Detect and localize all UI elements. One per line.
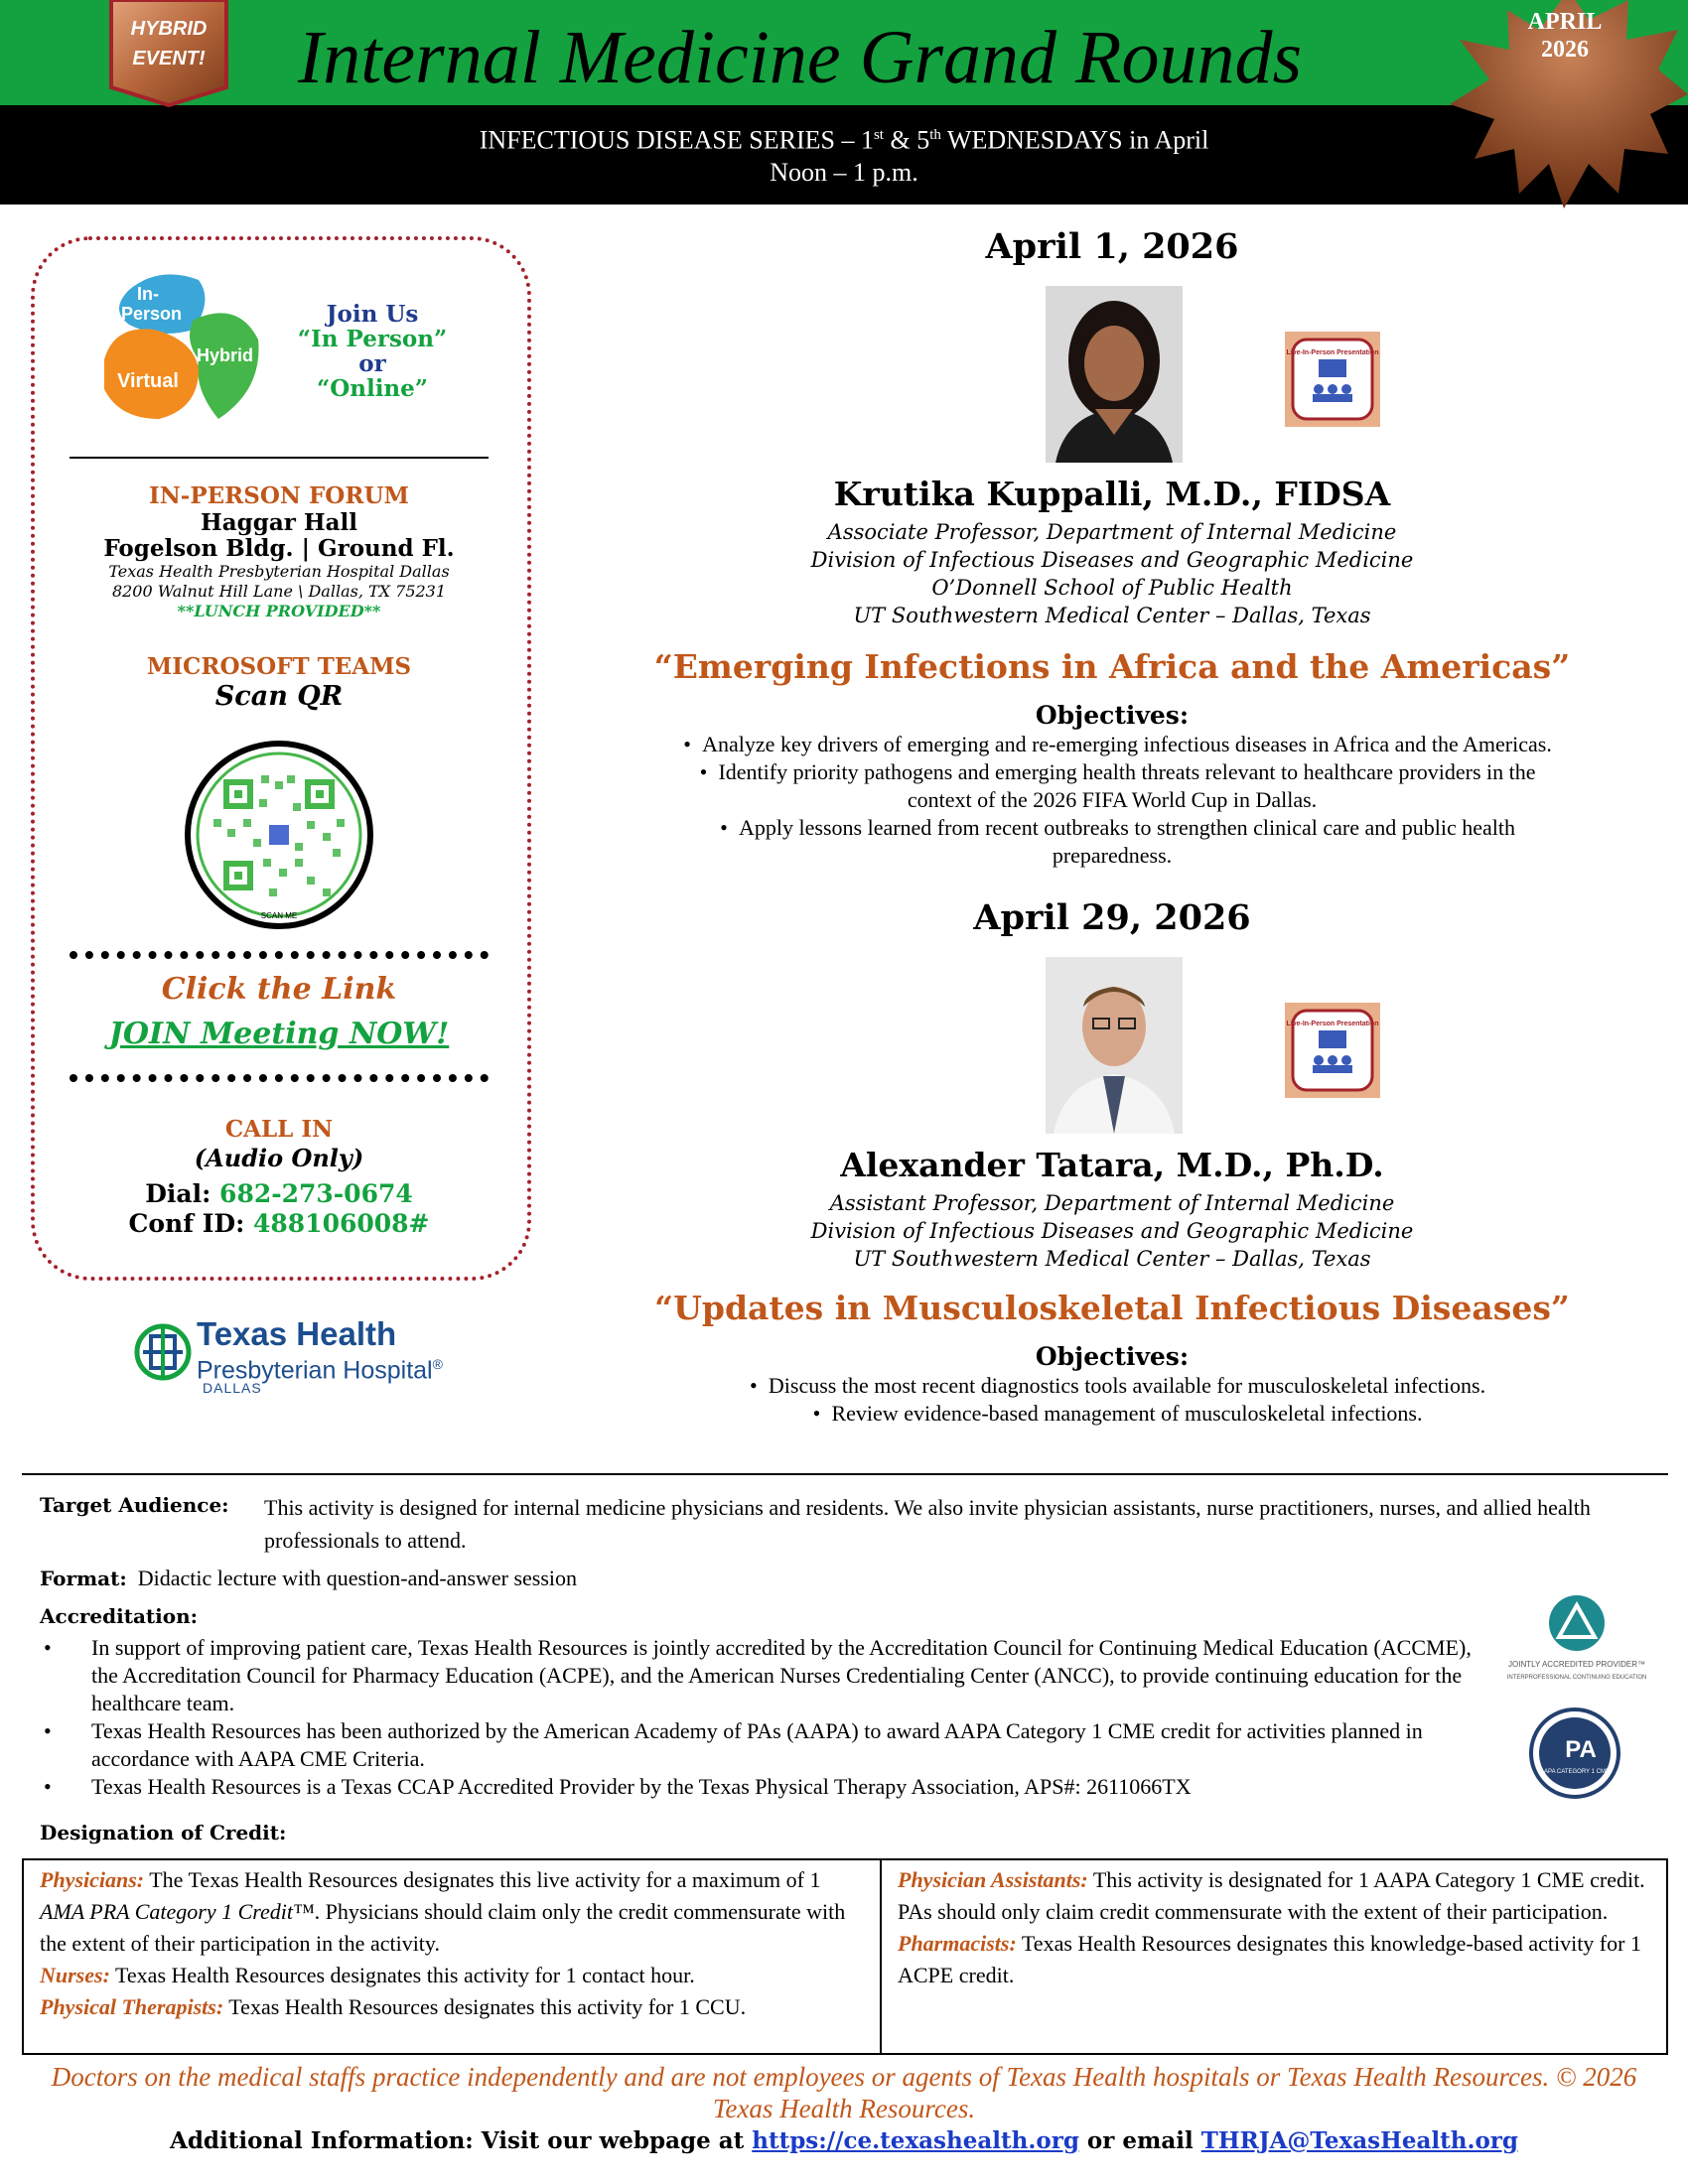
physicians-text: The Texas Health Resources designates this live activity for a maximum of 1 [144, 1867, 821, 1892]
talk2-affil-line: Division of Infectious Diseases and Geographic Medicine [810, 1219, 1414, 1243]
audio-only-label: (Audio Only) [194, 1144, 364, 1172]
talk1-live-in-person-badge [1283, 330, 1382, 429]
objective-continuation-text: preparedness. [1052, 843, 1173, 868]
qr-caption: SCAN ME [260, 911, 298, 920]
hybrid-logo-icon [99, 270, 268, 429]
dashed-divider-top [70, 951, 489, 959]
objective-continuation [556, 842, 1668, 870]
forum-heading: IN-PERSON FORUM [149, 482, 409, 509]
call-in-heading: CALL IN [224, 1116, 334, 1143]
physicians-label: Physicians: [40, 1867, 145, 1892]
forum-hospital: Texas Health Presbyterian Hospital Dallas [108, 562, 450, 581]
click-link-label: Click the Link [161, 972, 397, 1007]
join-line3: or [358, 350, 386, 377]
forum-address: 8200 Walnut Hill Lane \ Dallas, TX 75231 [111, 582, 447, 601]
accreditation-heading-row [40, 1602, 1628, 1630]
jointly-accredited-logo-icon [1497, 1593, 1656, 1693]
forum-building: Fogelson Bldg. | Ground Fl. [103, 535, 455, 562]
physicians-text-2: . Physicians should claim only the credit commensurate with the extent of their participation in the activity. [40, 1899, 846, 1956]
pharmacists-label: Pharmacists: [898, 1931, 1017, 1956]
physicians-credit-name: AMA PRA Category 1 Credit™ [40, 1899, 315, 1924]
talk1-objectives-heading: Objectives: [1035, 701, 1190, 730]
additional-info [40, 2126, 1648, 2156]
series-sup2: th [929, 127, 941, 143]
series-mid: & 5 [883, 125, 930, 155]
format-row [40, 1565, 1628, 1592]
teams-qr-code[interactable] [184, 740, 374, 930]
format-text: Didactic lecture with question-and-answer session [137, 1566, 578, 1590]
hybrid-event-label: HYBRID EVENT! [130, 18, 208, 69]
conf-id [60, 1209, 498, 1239]
series-pre: INFECTIOUS DISEASE SERIES – 1 [479, 125, 874, 155]
talk1-speaker-photo [1046, 286, 1183, 463]
dial-number [60, 1179, 498, 1209]
forum-place: Haggar Hall [201, 509, 357, 536]
email-link[interactable]: THRJA@TexasHealth.org [1200, 2127, 1518, 2154]
talk1-badge-text: Live-In-Person Presentation [1286, 349, 1379, 356]
burst-month: APRIL [1527, 9, 1603, 35]
accreditation-list [40, 1634, 1489, 1801]
pt-text: Texas Health Resources designates this activity for 1 CCU. [223, 1994, 747, 2019]
talk1-affil-line: Division of Infectious Diseases and Geographic Medicine [810, 548, 1414, 572]
addl-pre: Additional Information: Visit our webpage at [169, 2127, 753, 2154]
th-registered: ® [432, 1356, 443, 1372]
pa-sub: AAPA CATEGORY 1 CME [1540, 1769, 1610, 1775]
series-post: WEDNESDAYS in April [940, 125, 1209, 155]
objective-item: • Identify priority pathogens and emerging health threats relevant to healthcare providers in the [556, 758, 1668, 786]
designation-heading-row [40, 1819, 1628, 1846]
th-sub-text: Presbyterian Hospital [197, 1356, 433, 1385]
logo-word-virtual: Virtual [117, 370, 179, 392]
logo-word-hybrid: Hybrid [197, 345, 254, 365]
accreditation-item: • Texas Health Resources has been authorized by the American Academy of PAs (AAPA) to award AAPA Category 1 CME credit for activities planned in accordance with AAPA CME Criteria. [40, 1717, 1489, 1773]
scan-qr-label: Scan QR [214, 681, 344, 712]
in-person-forum [60, 482, 498, 621]
objective-item: • Apply lessons learned from recent outbreaks to strengthen clinical care and public health [556, 814, 1668, 842]
aapa-logo-icon [1529, 1707, 1620, 1799]
talk2-affiliation [556, 1189, 1668, 1273]
dashed-divider-bottom [70, 1074, 489, 1082]
credit-column-left [24, 1860, 882, 2053]
pt-label: Physical Therapists: [40, 1994, 224, 2019]
join-line1: Join Us [326, 301, 419, 328]
talk2-affil-line: Assistant Professor, Department of Internal Medicine [829, 1191, 1395, 1215]
join-line4: “Online” [316, 375, 429, 402]
burst-date [1485, 8, 1644, 64]
lunch-provided: **LUNCH PROVIDED** [177, 602, 381, 620]
series-subtitle [0, 119, 1688, 189]
talk2-speaker-photo [1046, 957, 1183, 1134]
jap-sub: INTERPROFESSIONAL CONTINUING EDUCATION [1506, 1675, 1647, 1681]
talk1-affil-line: O’Donnell School of Public Health [931, 576, 1293, 600]
teams-section [60, 653, 498, 713]
accreditation-item: • In support of improving patient care, Texas Health Resources is jointly accredited by the Accreditation Council for Continuing Medical Education (ACCME), the Accreditation Council for Pharmacy Education (ACPE), and the American Nurses Credentialing Center (ANCC), to provide continuing education for the healthcare team. [40, 1634, 1489, 1717]
talk2-title: “Updates in Musculoskeletal Infectious Diseases” [654, 1289, 1570, 1327]
talk1-affil-line: Associate Professor, Department of Internal Medicine [827, 520, 1397, 544]
nurses-text: Texas Health Resources designates this activity for 1 contact hour. [109, 1963, 695, 1987]
talk2-objectives-list [556, 1372, 1668, 1428]
objective-continuation [556, 786, 1668, 814]
objective-continuation-text: context of the 2026 FIFA World Cup in Dallas. [907, 787, 1318, 812]
accreditation-label: Accreditation: [40, 1604, 199, 1628]
talk1-objectives-list [556, 731, 1668, 870]
objective-item: • Review evidence-based management of musculoskeletal infections. [556, 1400, 1668, 1428]
series-sup1: st [873, 127, 884, 143]
talk2-date: April 29, 2026 [973, 897, 1251, 938]
target-audience-label: Target Audience: [40, 1493, 229, 1517]
credit-table [22, 1858, 1668, 2055]
texas-health-name: Texas Health [197, 1315, 397, 1352]
talk1-date: April 1, 2026 [985, 226, 1239, 267]
talk1-speaker-name: Krutika Kuppalli, M.D., FIDSA [833, 475, 1391, 513]
jap-caption: JOINTLY ACCREDITED PROVIDER™ [1508, 1660, 1645, 1669]
accreditation-item: • Texas Health Resources is a Texas CCAP Accredited Provider by the Texas Physical Therapy Association, APS#: 2611066TX [40, 1773, 1489, 1801]
disclaimer: Doctors on the medical staffs practice independently and are not employees or agents of Texas Health hospitals or Texas Health Resources. © 2026 Texas Health Resources. [51, 2062, 1637, 2123]
webpage-link[interactable]: https://ce.texashealth.org [752, 2127, 1079, 2154]
texas-health-city: DALLAS [203, 1380, 262, 1396]
pharmacists-text: Texas Health Resources designates this knowledge-based activity for 1 ACPE credit. [898, 1931, 1641, 1987]
pa-label: Physician Assistants: [898, 1867, 1088, 1892]
format-label: Format: [40, 1567, 127, 1590]
logo-word-in: In- [137, 284, 159, 304]
talk2-badge-text: Live-In-Person Presentation [1286, 1021, 1379, 1027]
section-divider [22, 1473, 1668, 1475]
talk1-affil-line: UT Southwestern Medical Center – Dallas, Texas [853, 604, 1371, 627]
talk2-live-in-person-badge [1283, 1001, 1382, 1100]
talk2-objectives-heading: Objectives: [1035, 1342, 1190, 1371]
join-us-text [268, 302, 477, 401]
target-audience-text: This activity is designed for internal medicine physicians and residents. We also invite physician assistants, nurse practitioners, nurses, and allied health professionals to attend. [264, 1495, 1591, 1553]
teams-heading: MICROSOFT TEAMS [146, 653, 412, 680]
join-meeting-link[interactable]: JOIN Meeting NOW! [108, 1017, 450, 1051]
credit-column-right [882, 1860, 1666, 2053]
pa-caption: PA [1565, 1736, 1597, 1763]
talk1-affiliation [556, 518, 1668, 629]
pa-text: This activity is designated for 1 AAPA Category 1 CME credit. PAs should only claim credit commensurate with the extent of their participation. [898, 1867, 1645, 1924]
series-time: Noon – 1 p.m. [770, 157, 918, 187]
objective-item: • Analyze key drivers of emerging and re-emerging infectious diseases in Africa and the Americas. [556, 731, 1668, 758]
conf-number: 488106008# [253, 1209, 430, 1238]
addl-mid: or email [1078, 2127, 1201, 2154]
talk2-speaker-name: Alexander Tatara, M.D., Ph.D. [840, 1146, 1384, 1184]
dial-phone[interactable]: 682-273-0674 [219, 1179, 413, 1208]
objective-item: • Discuss the most recent diagnostics tools available for musculoskeletal infections. [556, 1372, 1668, 1400]
talk2-affil-line: UT Southwestern Medical Center – Dallas, Texas [853, 1247, 1371, 1271]
join-line2: “In Person” [297, 326, 448, 352]
panel-divider [70, 457, 489, 459]
dial-label: Dial: [145, 1179, 220, 1208]
nurses-label: Nurses: [40, 1963, 110, 1987]
talk1-title: “Emerging Infections in Africa and the Americas” [653, 647, 1571, 686]
call-in-section [60, 1116, 498, 1239]
logo-word-person: Person [121, 304, 183, 324]
page-title: Internal Medicine Grand Rounds [298, 16, 1303, 99]
designation-label: Designation of Credit: [40, 1821, 287, 1844]
burst-year: 2026 [1541, 37, 1589, 63]
conf-label: Conf ID: [128, 1209, 253, 1238]
